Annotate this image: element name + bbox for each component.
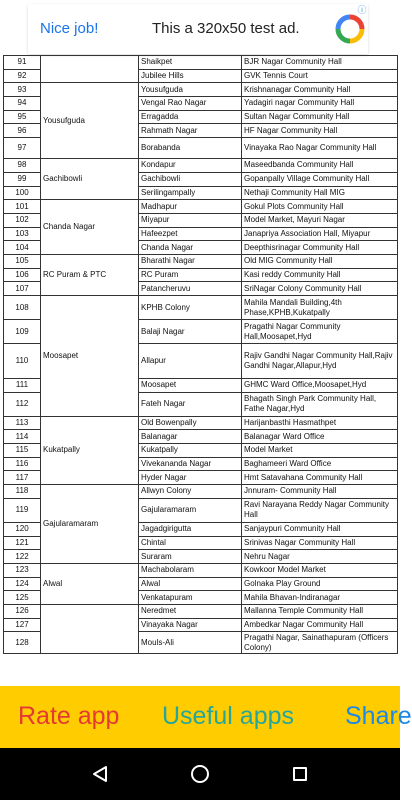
venue-cell: Maseedbanda Community Hall	[242, 159, 398, 173]
row-number: 123	[4, 563, 41, 577]
row-number: 112	[4, 392, 41, 416]
location-cell: Vinayaka Nagar	[139, 618, 242, 632]
location-cell: Allwyn Colony	[139, 485, 242, 499]
row-number: 104	[4, 241, 41, 255]
row-number: 117	[4, 471, 41, 485]
test-ad[interactable]	[28, 4, 368, 54]
location-cell: Balanagar	[139, 430, 242, 444]
venue-cell: GVK Tennis Court	[242, 69, 398, 83]
area-cell	[41, 604, 139, 653]
ad-logo-icon	[334, 13, 366, 45]
venue-cell: SriNagar Colony Community Hall	[242, 282, 398, 296]
row-number: 111	[4, 379, 41, 393]
table-row	[4, 83, 398, 97]
venue-cell: Golnaka Play Ground	[242, 577, 398, 591]
location-cell: Kukatpally	[139, 444, 242, 458]
venue-cell: Gokul Plots Community Hall	[242, 200, 398, 214]
table-row	[4, 254, 398, 268]
location-cell: Venkatapuram	[139, 591, 242, 605]
venue-cell: Sultan Nagar Community Hall	[242, 110, 398, 124]
area-cell: Gajularamaram	[41, 485, 139, 564]
table-row	[4, 485, 398, 499]
area-cell: Yousufguda	[41, 83, 139, 159]
row-number: 100	[4, 186, 41, 200]
location-cell: Mouls-Ali	[139, 632, 242, 654]
android-nav-bar	[0, 748, 400, 800]
row-number: 115	[4, 444, 41, 458]
location-cell: Gajularamaram	[139, 498, 242, 522]
location-cell: Allapur	[139, 344, 242, 379]
row-number: 121	[4, 536, 41, 550]
venue-cell: Model Market, Mayuri Nagar	[242, 213, 398, 227]
location-cell: Erragadda	[139, 110, 242, 124]
venue-cell: Harijanbasthi Hasmathpet	[242, 416, 398, 430]
table-row	[4, 200, 398, 214]
home-icon[interactable]	[191, 765, 209, 783]
location-cell: Madhapur	[139, 200, 242, 214]
row-number: 126	[4, 604, 41, 618]
area-cell: Kukatpally	[41, 416, 139, 484]
location-cell: Shaikpet	[139, 56, 242, 70]
ad-text: This a 320x50 test ad.	[152, 20, 300, 37]
location-cell: Vengal Rao Nagar	[139, 97, 242, 111]
row-number: 99	[4, 172, 41, 186]
row-number: 114	[4, 430, 41, 444]
venue-cell: Mallanna Temple Community Hall	[242, 604, 398, 618]
row-number: 101	[4, 200, 41, 214]
back-icon[interactable]	[92, 765, 108, 783]
venue-cell: Hmt Satavahana Community Hall	[242, 471, 398, 485]
row-number: 102	[4, 213, 41, 227]
venue-cell: Old MIG Community Hall	[242, 254, 398, 268]
location-cell: Chanda Nagar	[139, 241, 242, 255]
location-cell: Suraram	[139, 550, 242, 564]
location-cell: Hafeezpet	[139, 227, 242, 241]
table-row	[4, 159, 398, 173]
area-cell	[41, 56, 139, 83]
venue-cell: Mahila Mandali Building,4th Phase,KPHB,Kukatpally	[242, 296, 398, 320]
area-cell: Gachibowli	[41, 159, 139, 200]
location-cell: Miyapur	[139, 213, 242, 227]
rate-app-button[interactable]: Rate app	[18, 702, 120, 730]
venue-cell: Yadagiri nagar Community Hall	[242, 97, 398, 111]
venue-cell: HF Nagar Community Hall	[242, 124, 398, 138]
venue-cell: GHMC Ward Office,Moosapet,Hyd	[242, 379, 398, 393]
venue-cell: Deepthisrinagar Community Hall	[242, 241, 398, 255]
location-cell: Alwal	[139, 577, 242, 591]
venue-cell: Krishnanagar Community Hall	[242, 83, 398, 97]
row-number: 120	[4, 522, 41, 536]
location-cell: Jagadgirigutta	[139, 522, 242, 536]
row-number: 119	[4, 498, 41, 522]
location-cell: RC Puram	[139, 268, 242, 282]
ad-nice-label: Nice job!	[40, 20, 99, 37]
table-row	[4, 563, 398, 577]
row-number: 95	[4, 110, 41, 124]
venue-cell: Ambedkar Nagar Community Hall	[242, 618, 398, 632]
area-cell: Chanda Nagar	[41, 200, 139, 255]
location-cell: Hyder Nagar	[139, 471, 242, 485]
venue-cell: Kasi reddy Community Hall	[242, 268, 398, 282]
venue-cell: Balanagar Ward Office	[242, 430, 398, 444]
venue-cell: Pragathi Nagar, Sainathapuram (Officers Colony)	[242, 632, 398, 654]
row-number: 125	[4, 591, 41, 605]
row-number: 128	[4, 632, 41, 654]
venue-cell: Mahila Bhavan-Indiranagar	[242, 591, 398, 605]
location-cell: Moosapet	[139, 379, 242, 393]
venue-cell: Pragathi Nagar Community Hall,Moosapet,Hyd	[242, 320, 398, 344]
venue-cell: Kowkoor Model Market	[242, 563, 398, 577]
table-row	[4, 604, 398, 618]
location-cell: KPHB Colony	[139, 296, 242, 320]
venue-cell: Gopanpally Village Community Hall	[242, 172, 398, 186]
row-number: 110	[4, 344, 41, 379]
venue-cell: Ravi Narayana Reddy Nagar Community Hall	[242, 498, 398, 522]
location-cell: Chintal	[139, 536, 242, 550]
area-cell: Alwal	[41, 563, 139, 604]
ad-banner[interactable]	[0, 0, 400, 57]
location-cell: Fateh Nagar	[139, 392, 242, 416]
center-table	[3, 55, 398, 654]
row-number: 103	[4, 227, 41, 241]
venue-cell: Rajiv Gandhi Nagar Community Hall,Rajiv Gandhi Nagar,Allapur,Hyd	[242, 344, 398, 379]
venue-cell: Bhagath Singh Park Community Hall, Fathe Nagar,Hyd	[242, 392, 398, 416]
location-cell: Balaji Nagar	[139, 320, 242, 344]
row-number: 118	[4, 485, 41, 499]
row-number: 122	[4, 550, 41, 564]
table-row	[4, 56, 398, 70]
row-number: 91	[4, 56, 41, 70]
area-cell: RC Puram & PTC	[41, 254, 139, 295]
venue-cell: Nethaji Community Hall MIG	[242, 186, 398, 200]
row-number: 98	[4, 159, 41, 173]
center-table-scroll[interactable]	[0, 57, 400, 686]
location-cell: Jubilee Hills	[139, 69, 242, 83]
row-number: 93	[4, 83, 41, 97]
location-cell: Serilingampally	[139, 186, 242, 200]
row-number: 107	[4, 282, 41, 296]
row-number: 113	[4, 416, 41, 430]
useful-apps-button[interactable]: Useful apps	[162, 702, 295, 730]
venue-cell: BJR Nagar Community Hall	[242, 56, 398, 70]
area-cell: Moosapet	[41, 296, 139, 417]
location-cell: Gachibowli	[139, 172, 242, 186]
venue-cell: Sanjaypuri Community Hall	[242, 522, 398, 536]
ad-info-icon[interactable]: ⓘ	[357, 5, 367, 15]
row-number: 106	[4, 268, 41, 282]
venue-cell: Srinivas Nagar Community Hall	[242, 536, 398, 550]
venue-cell: Baghameeri Ward Office	[242, 457, 398, 471]
location-cell: Rahmath Nagar	[139, 124, 242, 138]
location-cell: Machabolaram	[139, 563, 242, 577]
row-number: 108	[4, 296, 41, 320]
venue-cell: Jnnuram- Community Hall	[242, 485, 398, 499]
venue-cell: Model Market	[242, 444, 398, 458]
location-cell: Neredmet	[139, 604, 242, 618]
row-number: 92	[4, 69, 41, 83]
location-cell: Borabanda	[139, 138, 242, 159]
venue-cell: Nehru Nagar	[242, 550, 398, 564]
row-number: 94	[4, 97, 41, 111]
row-number: 116	[4, 457, 41, 471]
venue-cell: Janapriya Association Hall, Miyapur	[242, 227, 398, 241]
row-number: 96	[4, 124, 41, 138]
share-button[interactable]: Share	[345, 702, 412, 730]
row-number: 109	[4, 320, 41, 344]
location-cell: Old Bowenpally	[139, 416, 242, 430]
location-cell: Bharathi Nagar	[139, 254, 242, 268]
location-cell: Kondapur	[139, 159, 242, 173]
bottom-action-bar	[0, 686, 412, 748]
row-number: 105	[4, 254, 41, 268]
recent-apps-icon[interactable]	[293, 767, 307, 781]
table-row	[4, 296, 398, 320]
location-cell: Yousufguda	[139, 83, 242, 97]
row-number: 124	[4, 577, 41, 591]
table-row	[4, 416, 398, 430]
row-number: 127	[4, 618, 41, 632]
location-cell: Patancheruvu	[139, 282, 242, 296]
venue-cell: Vinayaka Rao Nagar Community Hall	[242, 138, 398, 159]
location-cell: Vivekananda Nagar	[139, 457, 242, 471]
row-number: 97	[4, 138, 41, 159]
